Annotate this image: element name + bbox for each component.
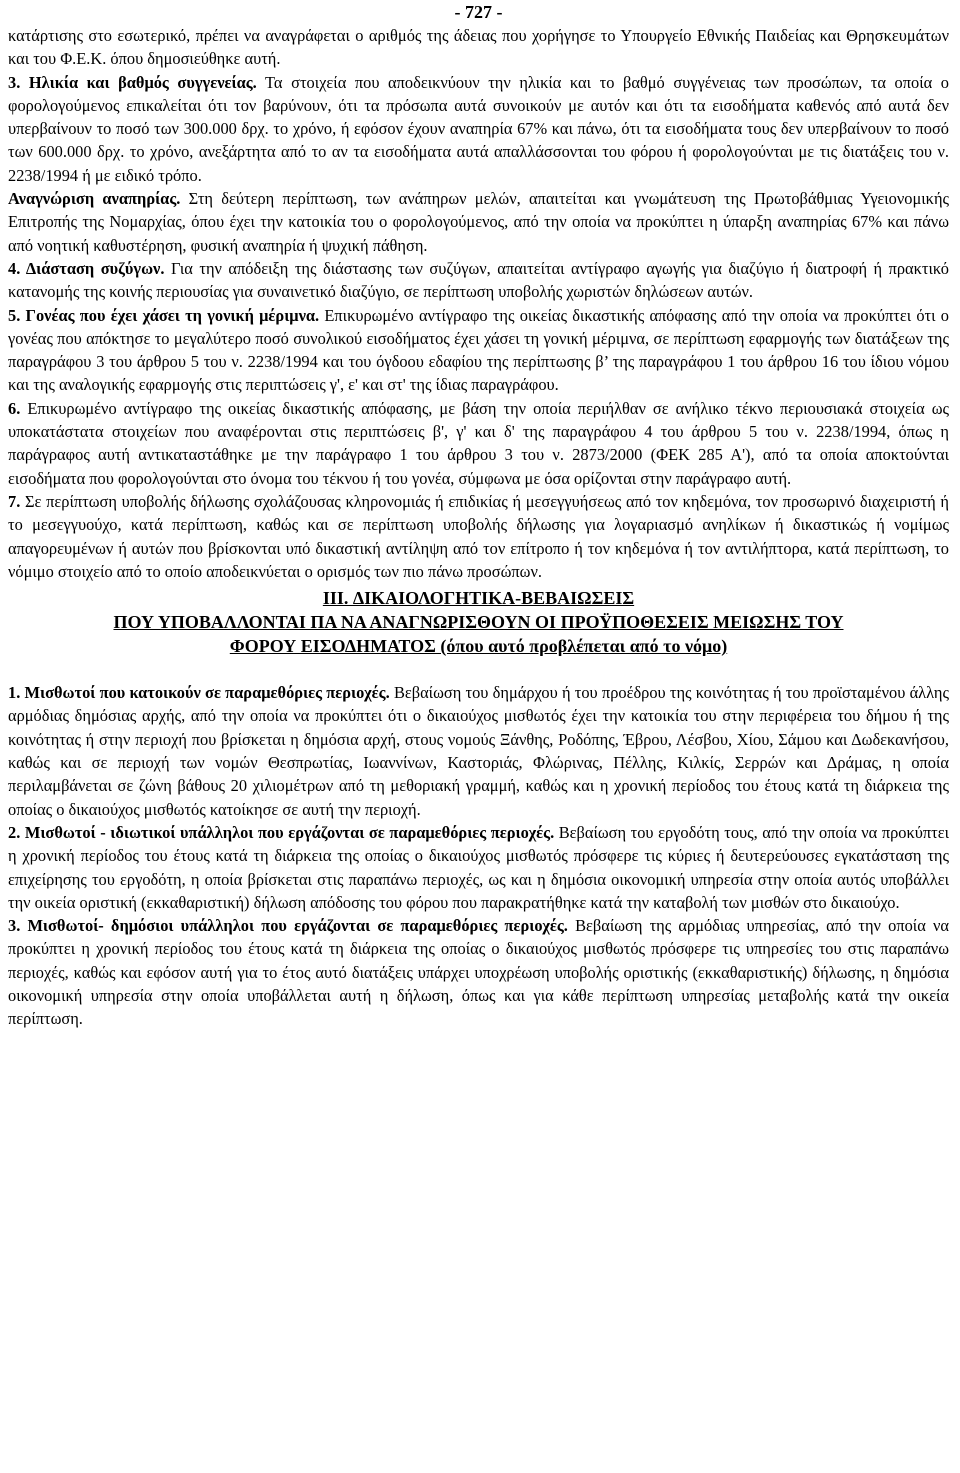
- paragraph-spouse-separation: [8, 257, 949, 304]
- page-number: - 727 -: [454, 2, 503, 22]
- border-residents-text: Βεβαίωση του δημάρχου ή του προέδρου της κοινότητας ή του προϊσταμένου άλλης αρμόδιας δημόσιας αρχής, από την οποία να προκύπτει ότι ο δικαιούχος μισθωτός έχει την κατοικία του στην περιφέρεια του δήμου ή της κοινότητας ή στην περιοχή που βρίσκεται η δημόσια αρχή, στους νομούς Ξάνθης, Ροδόπης, Έβρου, Λέσβου, Χίου, Σάμου και Δωδεκανήσου, καθώς και σε περιοχή των νομών Θεσπρωτίας, Ιωαννίνων, Καστοριάς, Φλώρινας, Πέλλης, Κιλκίς, Σερρών και Δράμας, η οποία περιλαμβάνεται σε ζώνη βάθους 20 χιλιομέτρων από τη μεθοριακή γραμμή, καθώς και η χρονική περίοδος του έτους κατά τη διάρκεια της οποίας ο δικαιούχος μισθωτός κατοίκησε σε αυτή την περιοχή.: [8, 683, 949, 819]
- paragraph-private-employees: [8, 821, 949, 914]
- private-employees-text: Βεβαίωση του εργοδότη τους, από την οποία να προκύπτει η χρονική περίοδος του έτους κατά τη διάρκεια της οποίας ο δικαιούχος μισθωτός πρόσφερε τις κύριες ή δευτερεύουσες εγκατάσταση της επιχείρησης του εργοδότη, η οποία βρίσκεται στις παραπάνω περιοχές, ως και η δημόσια οικονομική υπηρεσία στην οποία αυτός υποβάλλει την οικεία οριστική (εκκαθαριστική) δήλωση απόδοσης του φόρου που παρακρατήθηκε κατά την καταβολή των μισθών στο δικαιούχο.: [8, 822, 949, 912]
- section-title-line-2: ΠΟΥ ΥΠΟΒΑΛΛΟΝΤΑΙ ΠΑ ΝΑ ΑΝΑΓΝΩΡΙΣΘΟΥΝ ΟΙ ΠΡΟΫΠΟΘΕΣΕΙΣ ΜΕΙΩΣΗΣ ΤΟΥ: [113, 612, 844, 633]
- continuation-text: κατάρτισης στο εσωτερικό, πρέπει να αναγράφεται ο αριθμός της άδειας που χορήγησε το Υπουργείο Εθνικής Παιδείας και Θρησκευμάτων και του Φ.Ε.Κ. όπου δημοσιεύθηκε αυτή.: [8, 26, 949, 69]
- paragraph-border-residents: [8, 681, 949, 821]
- public-employees-text: Βεβαίωση της αρμόδιας υπηρεσίας, από την οποία να προκύπτει η χρονική περίοδος του έτους κατά τη διάρκεια της οποίας ο δικαιούχος μισθωτός πρόσφερε τις υπηρεσίες του στις παραπάνω περιοχές, καθώς και εφόσον αυτή για το έτος αυτό διατάξεις υπάρχει υποχρέωση υποβολής οριστικής (εκκαθαριστικής) δήλωσης, η δημόσια οικονομική υπηρεσία στην οποία υποβάλλεται αυτή η δήλωση, όπως και για κάθε περίπτωση υπηρεσίας μεταβολής κατά την οικεία περίπτωση.: [8, 916, 949, 1029]
- paragraph-item-6: [8, 397, 949, 490]
- item-6-text: Επικυρωμένο αντίγραφο της οικείας δικαστικής απόφασης, με βάση την οποία περιήλθαν σε ανήλικο τέκνο περιουσιακά στοιχεία ως υποκατάστατα στοιχείων που αναφέρονται στις περιπτώσεις β', γ' και δ' της παραγράφου 4 του άρθρου 5 του ν. 2238/1994, όπως η παράγραφος αυτή αντικαταστάθηκε με την παράγραφο 1 του άρθρου 3 του ν. 2873/2000 (ΦΕΚ 285 Α'), από τα οποία αποκτούνται εισοδήματα που φορολογούνται στο όνομα του τέκνου ή του γονέα, σύμφωνα με όσα ορίζονται στην παράγραφο αυτή.: [8, 398, 949, 488]
- paragraph-continuation: [8, 24, 949, 71]
- spouse-separation-heading: 4. Διάσταση συζύγων.: [8, 258, 165, 278]
- disability-text: Στη δεύτερη περίπτωση, των ανάπηρων μελών, απαιτείται και γνωμάτευση της Πρωτοβάθμιας Υγειονομικής Επιτροπής της Νομαρχίας, όπου έχει την κατοικία του ο φορολογούμενος, από την οποία να προκύπτει η ύπαρξη αναπηρίας 67% και πάνω από νοητική καθυστέρηση, φυσική αναπηρία ή ψυχική πάθηση.: [8, 189, 949, 255]
- parental-care-heading: 5. Γονέας που έχει χάσει τη γονική μέριμνα.: [8, 305, 320, 325]
- age-kinship-text: Τα στοιχεία που αποδεικνύουν την ηλικία και το βαθμό συγγένειας των προσώπων, τα οποία ο φορολογούμενος επικαλείται ότι τον βαρύνουν, ότι τα πρόσωπα αυτά συνοικούν με αυτόν και ότι τα εισοδήματα καθενός από αυτά δεν υπερβαίνουν το ποσό των 300.000 δρχ. το χρόνο, ή εφόσον έχουν αναπηρία 67% και πάνω, ότι τα εισοδήματα τους δεν υπερβαίνουν το ποσό των 600.000 δρχ. το χρόνο, ανεξάρτητα από το αν τα εισοδήματα αυτά απαλλάσσονται του φόρου ή φορολογούνται με τις διατάξεις του ν. 2238/1994 ή με ειδικό τρόπο.: [8, 72, 949, 185]
- spouse-separation-text: Για την απόδειξη της διάστασης των συζύγων, απαιτείται αντίγραφο αγωγής για διαζύγιο ή διατροφή ή πρακτικό κατανομής της κοινής περιουσίας για συναινετικό διαζύγιο, σε περίπτωση υποβολής χωριστών δηλώσεων αυτών.: [8, 258, 949, 302]
- age-kinship-heading: 3. Ηλικία και βαθμός συγγενείας.: [8, 72, 257, 92]
- spacer: [8, 658, 949, 681]
- paragraph-item-7: [8, 490, 949, 583]
- border-residents-heading: 1. Μισθωτοί που κατοικούν σε παραμεθόριες περιοχές.: [8, 683, 390, 703]
- paragraph-age-kinship: [8, 71, 949, 187]
- public-employees-heading: 3. Μισθωτοί- δημόσιοι υπάλληλοι που εργάζονται σε παραμεθόριες περιοχές.: [8, 916, 568, 936]
- item-6-heading: 6.: [8, 398, 21, 418]
- item-7-text: Σε περίπτωση υποβολής δήλωσης σχολάζουσας κληρονομιάς ή επιδικίας ή μεσεγγυήσεως από τον κηδεμόνα, τον προσωρινό διαχειριστή ή το μεσεγγυούχο, κατά περίπτωση, καθώς και σε περίπτωση υποβολής δήλωσης για λογαριασμό ανηλίκων ή δικαστικώς ή νομίμως απαγορευμένων ή αυτών που βρίσκονται υπό δικαστική αντίληψη από τον επίτροπο ή τον κηδεμόνα ή τον αντιλήπτορα, κατά περίπτωση, το νόμιμο στοιχείο από το οποίο αποδεικνύεται ο ορισμός των πιο πάνω προσώπων.: [8, 491, 949, 581]
- paragraph-disability: [8, 187, 949, 257]
- section-title-line-1: III. ΔΙΚΑΙΟΛΟΓΗΤΙΚΑ-ΒΕΒΑΙΩΣΕΙΣ: [322, 588, 635, 609]
- paragraph-parental-care: [8, 304, 949, 397]
- paragraph-public-employees: [8, 914, 949, 1030]
- private-employees-heading: 2. Μισθωτοί - ιδιωτικοί υπάλληλοι που εργάζονται σε παραμεθόριες περιοχές.: [8, 822, 555, 842]
- disability-heading: Αναγνώριση αναπηρίας.: [8, 189, 181, 209]
- parental-care-text: Επικυρωμένο αντίγραφο της οικείας δικαστικής απόφασης από την οποία να προκύπτει ότι ο γονέας που απόκτησε το μεγαλύτερο ποσό συνολικού εισοδήματος έχει χάσει τη γονική μέριμνα, σε περίπτωση εφαρμογής των διατάξεων της παραγράφου 3 του άρθρου 5 του ν. 2238/1994 και του όγδοου εδαφίου της περίπτωσης β’ της παραγράφου 1 του άρθρου 16 του ίδιου νόμου και της αναλογικής εφαρμογής στις περιπτώσεις γ', ε' και στ' της ίδιας παραγράφου.: [8, 305, 949, 395]
- section-title-line-3: ΦΟΡΟΥ ΕΙΣΟΔΗΜΑΤΟΣ (όπου αυτό προβλέπεται από το νόμο): [229, 636, 728, 657]
- item-7-heading: 7.: [8, 491, 21, 511]
